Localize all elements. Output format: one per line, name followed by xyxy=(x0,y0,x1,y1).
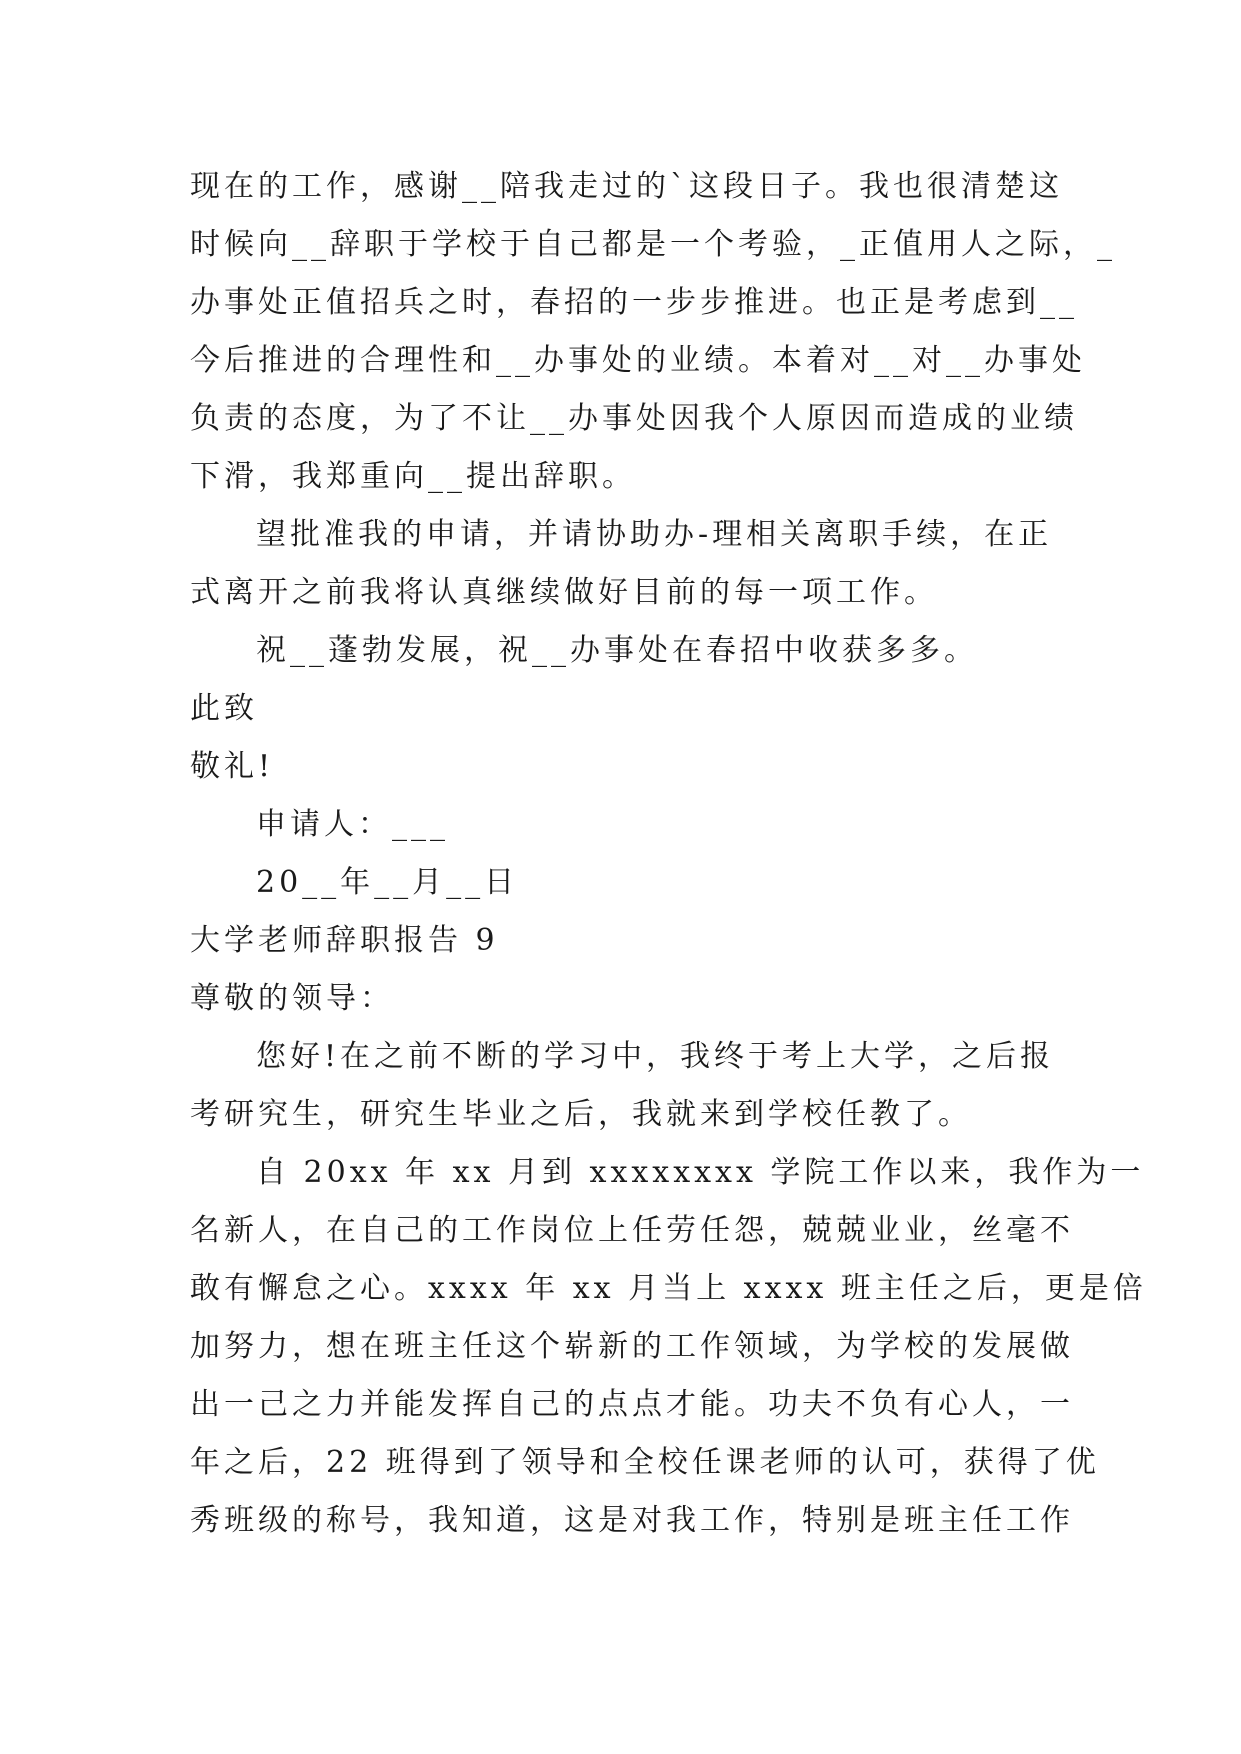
text-line: 祝__蓬勃发展，祝__办事处在春招中收获多多。 xyxy=(256,633,978,668)
text-line: 式离开之前我将认真继续做好目前的每一项工作。 xyxy=(190,575,938,610)
text-line: 您好!在之前不断的学习中，我终于考上大学，之后报 xyxy=(256,1039,1055,1074)
text-line: 尊敬的领导： xyxy=(190,981,394,1016)
text-line: 自 20xx 年 xx 月到 xxxxxxxx 学院工作以来，我作为一 xyxy=(256,1155,1145,1190)
document-body xyxy=(190,158,1147,1550)
text-line: 敬礼! xyxy=(190,749,275,784)
text-line: 年之后，22 班得到了领导和全校任课老师的认可，获得了优 xyxy=(190,1445,1100,1480)
document-page xyxy=(190,158,1147,1550)
text-line: 望批准我的申请，并请协助办-理相关离职手续，在正 xyxy=(256,517,1053,552)
text-line: 今后推进的合理性和__办事处的业绩。本着对__对__办事处 xyxy=(190,343,1086,378)
text-line: 办事处正值招兵之时，春招的一步步推进。也正是考虑到__ xyxy=(190,285,1078,320)
text-line: 大学老师辞职报告 9 xyxy=(190,923,499,958)
text-line: 现在的工作，感谢__陪我走过的`这段日子。我也很清楚这 xyxy=(190,169,1063,204)
text-line: 加努力，想在班主任这个崭新的工作领域，为学校的发展做 xyxy=(190,1329,1074,1364)
text-line: 此致 xyxy=(190,691,258,726)
text-line: 出一己之力并能发挥自己的点点才能。功夫不负有心人，一 xyxy=(190,1387,1074,1422)
text-line: 时候向__辞职于学校于自己都是一个考验，_正值用人之际，_ xyxy=(190,227,1116,262)
text-line: 负责的态度，为了不让__办事处因我个人原因而造成的业绩 xyxy=(190,401,1078,436)
text-line: 下滑，我郑重向__提出辞职。 xyxy=(190,459,636,494)
text-line: 申请人：___ xyxy=(256,807,449,842)
text-line: 秀班级的称号，我知道，这是对我工作，特别是班主任工作 xyxy=(190,1503,1074,1538)
text-line: 20__年__月__日 xyxy=(256,865,519,900)
text-line: 名新人，在自己的工作岗位上任劳任怨，兢兢业业，丝毫不 xyxy=(190,1213,1074,1248)
text-line: 考研究生，研究生毕业之后，我就来到学校任教了。 xyxy=(190,1097,972,1132)
text-line: 敢有懈怠之心。xxxx 年 xx 月当上 xxxx 班主任之后，更是倍 xyxy=(190,1271,1147,1306)
